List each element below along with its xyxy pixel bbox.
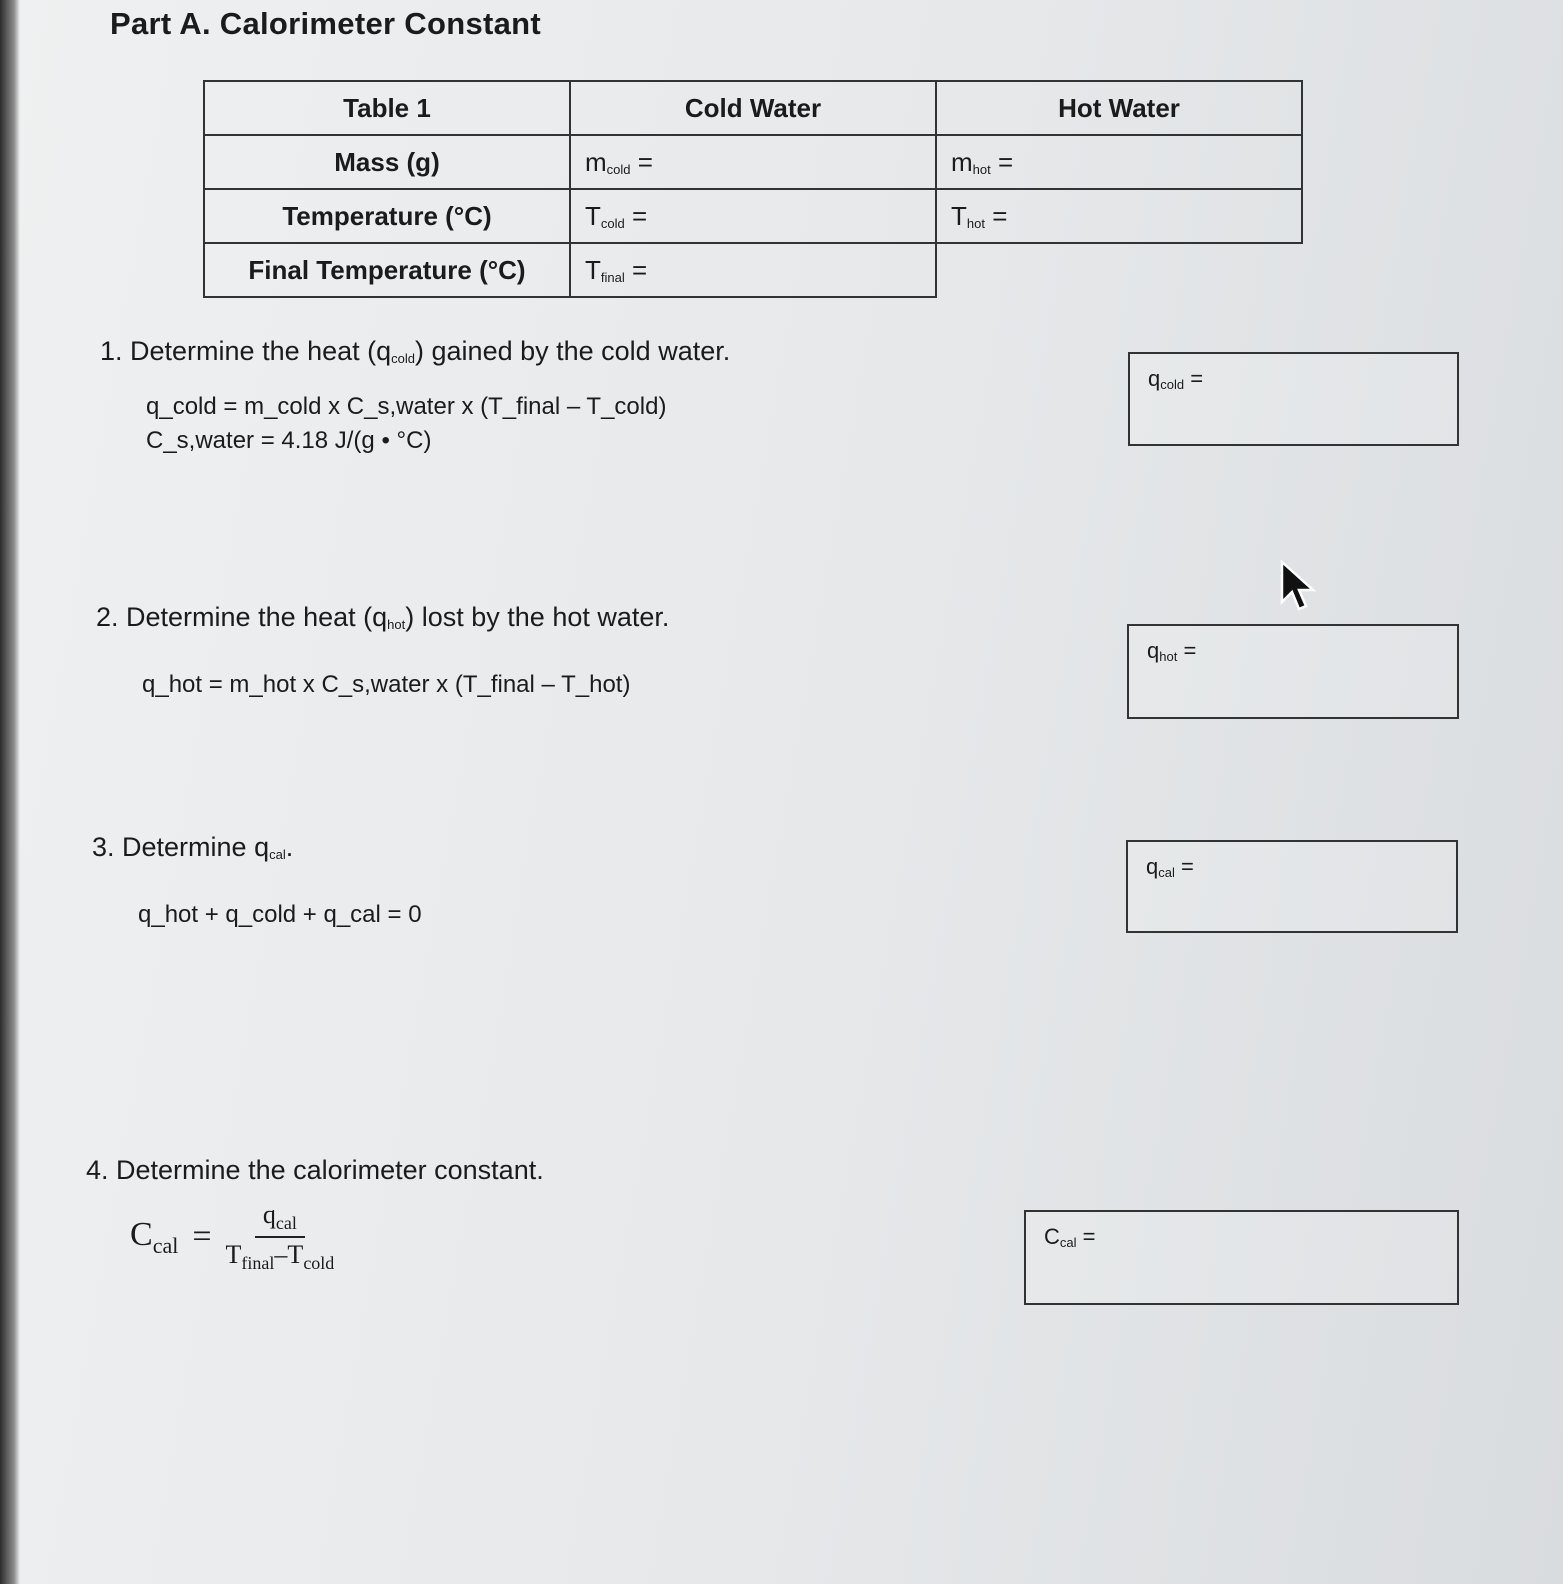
table-row: [204, 243, 1302, 297]
data-table: [203, 80, 1303, 298]
table-header-row: [204, 81, 1302, 135]
table-header-label: Table 1: [204, 81, 570, 135]
answer-box-q-cal[interactable]: [1126, 840, 1458, 933]
table-header-cold: Cold Water: [570, 81, 936, 135]
question-3: 3. Determine $q_{cal}$.: [92, 832, 294, 862]
row-label-mass: Mass (g): [204, 135, 570, 189]
mouse-pointer-icon: [1280, 560, 1320, 614]
cell-mass-cold[interactable]: $m_{cold}$ =: [570, 135, 936, 189]
screen-edge: [0, 0, 20, 1584]
formula-q-cold: q_cold = m_cold x C_s,water x (T_final – T_cold): [146, 393, 667, 420]
answer-label-q-hot: $q_{hot}$ =: [1147, 638, 1197, 664]
formula-lhs: $C_{cal}$: [130, 1215, 179, 1258]
table-header-hot: Hot Water: [936, 81, 1302, 135]
formula-q-cal: q_hot + q_cold + q_cal = 0: [138, 901, 422, 928]
question-2: 2. Determine the heat $(q_{hot})$ lost by the hot water.: [96, 602, 670, 632]
table-row: [204, 189, 1302, 243]
question-1: 1. Determine the heat $(q_{cold})$ gained by the cold water.: [100, 336, 731, 366]
page-title: Part A. Calorimeter Constant: [110, 6, 542, 41]
cell-mass-hot[interactable]: $m_{hot}$ =: [936, 135, 1302, 189]
answer-box-q-hot[interactable]: [1127, 624, 1459, 719]
formula-fraction: [226, 1200, 335, 1274]
row-label-temperature: Temperature (°C): [204, 189, 570, 243]
fraction-numerator: $q_{cal}$: [255, 1200, 305, 1238]
fraction-denominator: $T_{final}-T_{cold}$: [225, 1240, 335, 1274]
cell-temp-cold[interactable]: $T_{cold}$ =: [570, 189, 936, 243]
specific-heat-constant: C_s,water = 4.18 J/(g • °C): [146, 427, 432, 454]
row-label-final-temperature: Final Temperature (°C): [204, 243, 570, 297]
formula-q-hot: q_hot = m_hot x C_s,water x (T_final – T_hot): [142, 671, 631, 698]
empty-cell: [936, 243, 1302, 297]
table-row: [204, 135, 1302, 189]
answer-box-c-cal[interactable]: [1024, 1210, 1459, 1305]
answer-label-c-cal: $C_{cal}$ =: [1044, 1224, 1096, 1250]
calorimeter-constant-formula: [130, 1200, 334, 1274]
cell-temp-final[interactable]: $T_{final}$ =: [570, 243, 936, 297]
formula-equals: =: [192, 1218, 212, 1256]
answer-box-q-cold[interactable]: [1128, 352, 1459, 446]
question-4: 4. Determine the calorimeter constant.: [86, 1155, 544, 1185]
cell-temp-hot[interactable]: $T_{hot}$ =: [936, 189, 1302, 243]
answer-label-q-cold: $q_{cold}$ =: [1148, 366, 1204, 392]
answer-label-q-cal: $q_{cal}$ =: [1146, 854, 1194, 880]
